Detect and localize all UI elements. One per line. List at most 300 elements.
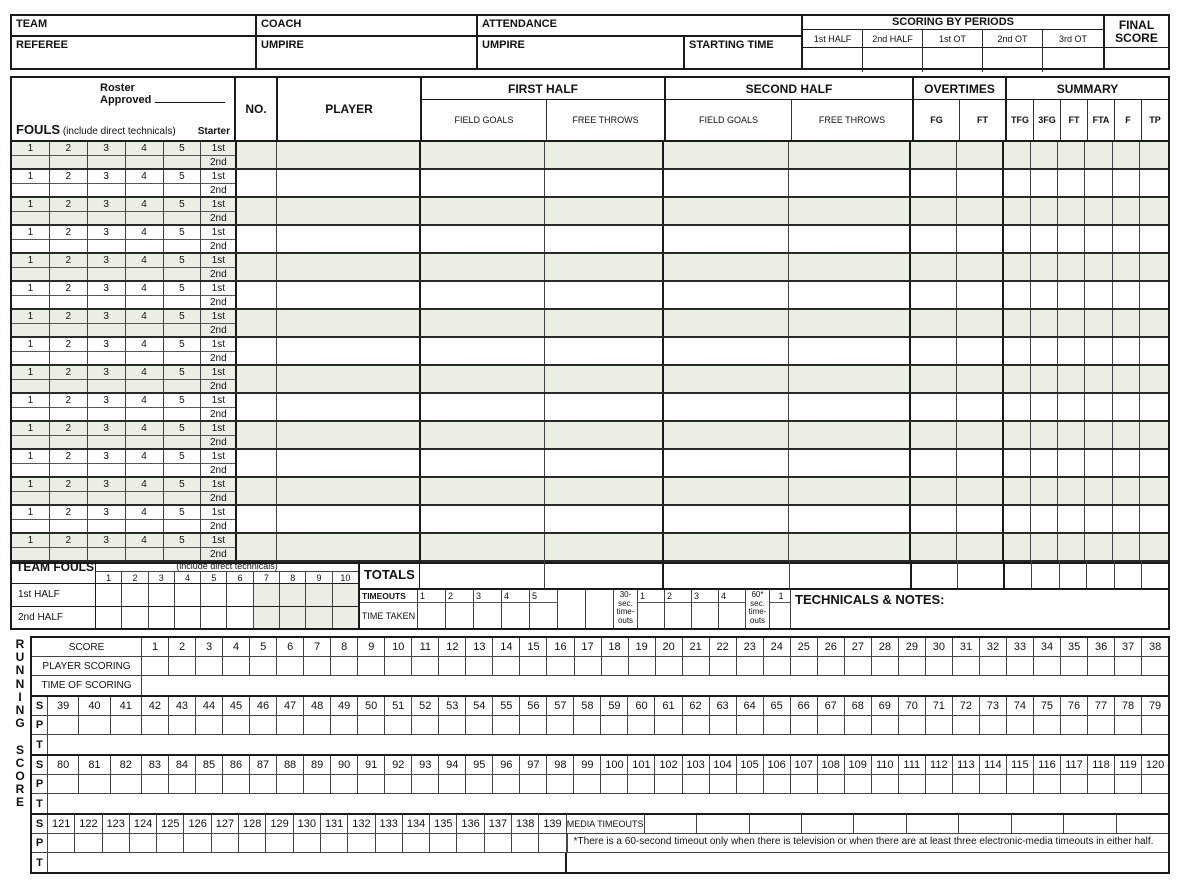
stat-cell[interactable]	[1031, 366, 1059, 392]
stat-cell[interactable]	[789, 534, 911, 560]
player-number-cell[interactable]	[237, 366, 277, 392]
foul-cell-bottom[interactable]	[126, 548, 163, 560]
foul-number[interactable]: 5	[164, 422, 201, 436]
player-scoring-cell[interactable]	[385, 657, 412, 675]
player-scoring-cell[interactable]	[710, 657, 737, 675]
stat-cell[interactable]	[664, 282, 790, 308]
player-scoring-cell[interactable]	[1115, 716, 1142, 734]
player-scoring-cell[interactable]	[818, 657, 845, 675]
player-scoring-cell[interactable]	[130, 834, 157, 852]
foul-cell-bottom[interactable]	[126, 156, 163, 168]
player-scoring-cell[interactable]	[1034, 775, 1061, 793]
stat-cell[interactable]	[421, 338, 546, 364]
foul-cell-bottom[interactable]	[126, 436, 163, 448]
player-name-cell[interactable]	[277, 254, 421, 280]
starter-1st[interactable]: 1st	[201, 478, 235, 492]
stat-cell[interactable]	[1058, 282, 1085, 308]
stat-cell[interactable]	[957, 478, 1004, 504]
totals-cell[interactable]	[1060, 560, 1087, 588]
team-foul-cell[interactable]	[254, 607, 280, 629]
player-scoring-cell[interactable]	[737, 657, 764, 675]
foul-number[interactable]: 5	[164, 534, 201, 548]
foul-cell-bottom[interactable]	[12, 436, 49, 448]
stat-cell[interactable]	[1140, 142, 1168, 168]
player-scoring-cell[interactable]	[250, 716, 277, 734]
foul-number[interactable]: 4	[126, 478, 163, 492]
team-foul-cell[interactable]	[122, 607, 148, 629]
foul-number[interactable]: 4	[126, 534, 163, 548]
player-scoring-cell[interactable]	[953, 716, 980, 734]
player-scoring-cell[interactable]	[628, 775, 655, 793]
stat-cell[interactable]	[1031, 506, 1059, 532]
stat-cell[interactable]	[1004, 338, 1031, 364]
stat-cell[interactable]	[911, 534, 957, 560]
foul-number[interactable]: 3	[88, 534, 125, 548]
player-scoring-cell[interactable]	[1088, 716, 1115, 734]
player-name-cell[interactable]	[277, 226, 421, 252]
foul-cell-bottom[interactable]	[164, 436, 201, 448]
starter-1st[interactable]: 1st	[201, 198, 235, 212]
starter-2nd[interactable]: 2nd	[209, 184, 227, 196]
timeout-60-cell[interactable]	[665, 603, 691, 628]
stat-cell[interactable]	[911, 506, 957, 532]
player-scoring-cell[interactable]	[1007, 716, 1034, 734]
stat-cell[interactable]	[1085, 338, 1113, 364]
player-scoring-cell[interactable]	[321, 834, 348, 852]
media-timeout-cell[interactable]	[697, 815, 749, 833]
stat-cell[interactable]	[1004, 226, 1031, 252]
player-scoring-cell[interactable]	[656, 657, 683, 675]
player-number-cell[interactable]	[237, 534, 277, 560]
team-foul-cell[interactable]	[96, 607, 122, 629]
foul-cell-bottom[interactable]	[50, 464, 87, 476]
stat-cell[interactable]	[1113, 310, 1140, 336]
starter-1st[interactable]: 1st	[201, 170, 235, 184]
period-score-cell[interactable]	[863, 48, 923, 72]
foul-number[interactable]: 2	[50, 534, 87, 548]
stat-cell[interactable]	[1140, 450, 1168, 476]
team-foul-cell[interactable]	[96, 584, 122, 606]
team-foul-cell[interactable]	[227, 584, 253, 606]
team-foul-cell[interactable]	[175, 607, 201, 629]
player-scoring-cell[interactable]	[250, 775, 277, 793]
stat-cell[interactable]	[664, 450, 790, 476]
stat-cell[interactable]	[1085, 534, 1113, 560]
player-scoring-cell[interactable]	[412, 775, 439, 793]
stat-cell[interactable]	[1004, 254, 1031, 280]
stat-cell[interactable]	[421, 170, 546, 196]
foul-number[interactable]: 2	[50, 394, 87, 408]
foul-number[interactable]: 1	[12, 254, 49, 268]
stat-cell[interactable]	[1140, 226, 1168, 252]
stat-cell[interactable]	[1004, 478, 1031, 504]
foul-cell-bottom[interactable]	[50, 212, 87, 224]
stat-cell[interactable]	[911, 254, 957, 280]
media-timeout-cell[interactable]	[854, 815, 906, 833]
stat-cell[interactable]	[1004, 422, 1031, 448]
player-scoring-cell[interactable]	[376, 834, 403, 852]
foul-number[interactable]: 3	[88, 338, 125, 352]
player-scoring-cell[interactable]	[196, 775, 223, 793]
stat-cell[interactable]	[1004, 366, 1031, 392]
team-foul-cell[interactable]	[175, 584, 201, 606]
foul-number[interactable]: 1	[12, 310, 49, 324]
stat-cell[interactable]	[957, 142, 1004, 168]
stat-cell[interactable]	[545, 534, 664, 560]
starter-1st[interactable]: 1st	[201, 394, 235, 408]
foul-cell-bottom[interactable]	[50, 240, 87, 252]
totals-cell[interactable]	[1032, 560, 1060, 588]
stat-cell[interactable]	[957, 366, 1004, 392]
foul-cell-bottom[interactable]	[12, 352, 49, 364]
stat-cell[interactable]	[1004, 450, 1031, 476]
stat-cell[interactable]	[664, 478, 790, 504]
foul-number[interactable]: 3	[88, 142, 125, 156]
player-scoring-cell[interactable]	[926, 657, 953, 675]
foul-cell-bottom[interactable]	[12, 380, 49, 392]
foul-cell-bottom[interactable]	[164, 520, 201, 532]
player-scoring-cell[interactable]	[48, 834, 75, 852]
foul-cell-bottom[interactable]	[88, 324, 125, 336]
stat-cell[interactable]	[1058, 254, 1085, 280]
foul-number[interactable]: 4	[126, 338, 163, 352]
stat-cell[interactable]	[911, 366, 957, 392]
foul-cell-bottom[interactable]	[50, 352, 87, 364]
timeout-60-cell[interactable]	[692, 603, 718, 628]
stat-cell[interactable]	[1058, 506, 1085, 532]
player-scoring-cell[interactable]	[512, 834, 539, 852]
stat-cell[interactable]	[1113, 506, 1140, 532]
stat-cell[interactable]	[664, 254, 790, 280]
foul-cell-bottom[interactable]	[164, 380, 201, 392]
player-scoring-cell[interactable]	[439, 657, 466, 675]
stat-cell[interactable]	[789, 226, 911, 252]
foul-number[interactable]: 2	[50, 450, 87, 464]
stat-cell[interactable]	[421, 254, 546, 280]
stat-cell[interactable]	[1058, 534, 1085, 560]
totals-cell[interactable]	[1087, 560, 1115, 588]
stat-cell[interactable]	[545, 450, 664, 476]
player-number-cell[interactable]	[237, 310, 277, 336]
foul-cell-bottom[interactable]	[126, 380, 163, 392]
player-scoring-cell[interactable]	[485, 834, 512, 852]
stat-cell[interactable]	[957, 282, 1004, 308]
player-name-cell[interactable]	[277, 478, 421, 504]
stat-cell[interactable]	[664, 338, 790, 364]
stat-cell[interactable]	[911, 142, 957, 168]
stat-cell[interactable]	[1004, 282, 1031, 308]
foul-cell-bottom[interactable]	[164, 464, 201, 476]
timeout-cell[interactable]	[446, 603, 473, 628]
stat-cell[interactable]	[1031, 226, 1059, 252]
period-score-cell[interactable]	[983, 48, 1043, 72]
stat-cell[interactable]	[1140, 338, 1168, 364]
player-number-cell[interactable]	[237, 142, 277, 168]
foul-cell-bottom[interactable]	[88, 548, 125, 560]
player-name-cell[interactable]	[277, 310, 421, 336]
stat-cell[interactable]	[1113, 478, 1140, 504]
stat-cell[interactable]	[789, 366, 911, 392]
totals-cell[interactable]	[912, 560, 958, 588]
player-scoring-cell[interactable]	[764, 775, 791, 793]
foul-cell-bottom[interactable]	[50, 296, 87, 308]
starter-1st[interactable]: 1st	[201, 534, 235, 548]
stat-cell[interactable]	[1058, 142, 1085, 168]
time-of-scoring-cell[interactable]	[48, 735, 1168, 754]
stat-cell[interactable]	[664, 310, 790, 336]
foul-number[interactable]: 2	[50, 506, 87, 520]
stat-cell[interactable]	[1004, 198, 1031, 224]
stat-cell[interactable]	[1113, 338, 1140, 364]
player-scoring-cell[interactable]	[48, 775, 79, 793]
player-name-cell[interactable]	[277, 198, 421, 224]
stat-cell[interactable]	[1058, 422, 1085, 448]
stat-cell[interactable]	[1058, 450, 1085, 476]
foul-cell-bottom[interactable]	[12, 212, 49, 224]
stat-cell[interactable]	[911, 450, 957, 476]
foul-number[interactable]: 5	[164, 198, 201, 212]
stat-cell[interactable]	[1031, 310, 1059, 336]
media-timeout-cell[interactable]	[1012, 815, 1064, 833]
stat-cell[interactable]	[421, 198, 546, 224]
player-scoring-cell[interactable]	[412, 716, 439, 734]
foul-cell-bottom[interactable]	[88, 296, 125, 308]
stat-cell[interactable]	[664, 170, 790, 196]
foul-cell-bottom[interactable]	[164, 240, 201, 252]
stat-cell[interactable]	[421, 142, 546, 168]
player-scoring-cell[interactable]	[277, 716, 304, 734]
foul-cell-bottom[interactable]	[50, 184, 87, 196]
player-scoring-cell[interactable]	[574, 775, 601, 793]
player-number-cell[interactable]	[237, 394, 277, 420]
player-scoring-cell[interactable]	[539, 834, 566, 852]
stat-cell[interactable]	[789, 170, 911, 196]
player-scoring-cell[interactable]	[710, 775, 737, 793]
stat-cell[interactable]	[1004, 310, 1031, 336]
stat-cell[interactable]	[1085, 170, 1113, 196]
foul-cell-bottom[interactable]	[164, 156, 201, 168]
player-number-cell[interactable]	[237, 338, 277, 364]
foul-number[interactable]: 3	[88, 506, 125, 520]
stat-cell[interactable]	[545, 142, 664, 168]
player-scoring-cell[interactable]	[520, 775, 547, 793]
foul-cell-bottom[interactable]	[12, 296, 49, 308]
stat-cell[interactable]	[1085, 226, 1113, 252]
stat-cell[interactable]	[1113, 366, 1140, 392]
player-name-cell[interactable]	[277, 282, 421, 308]
foul-cell-bottom[interactable]	[164, 352, 201, 364]
player-scoring-cell[interactable]	[1034, 657, 1061, 675]
stat-cell[interactable]	[911, 170, 957, 196]
player-scoring-cell[interactable]	[601, 775, 628, 793]
foul-number[interactable]: 4	[126, 366, 163, 380]
stat-cell[interactable]	[1140, 478, 1168, 504]
player-scoring-cell[interactable]	[403, 834, 430, 852]
player-name-cell[interactable]	[277, 506, 421, 532]
player-scoring-cell[interactable]	[628, 716, 655, 734]
player-scoring-cell[interactable]	[250, 657, 277, 675]
stat-cell[interactable]	[1113, 450, 1140, 476]
player-scoring-cell[interactable]	[358, 775, 385, 793]
team-foul-cell[interactable]	[201, 584, 227, 606]
player-scoring-cell[interactable]	[655, 716, 682, 734]
starter-2nd[interactable]: 2nd	[209, 492, 227, 504]
foul-cell-bottom[interactable]	[164, 268, 201, 280]
stat-cell[interactable]	[789, 338, 911, 364]
stat-cell[interactable]	[1031, 254, 1059, 280]
player-scoring-cell[interactable]	[520, 716, 547, 734]
foul-cell-bottom[interactable]	[126, 324, 163, 336]
player-scoring-cell[interactable]	[412, 657, 439, 675]
timeout-cell[interactable]	[586, 590, 613, 628]
player-scoring-cell[interactable]	[142, 657, 169, 675]
foul-cell-bottom[interactable]	[164, 324, 201, 336]
foul-number[interactable]: 2	[50, 282, 87, 296]
roster-approved-blank[interactable]	[155, 102, 225, 103]
foul-number[interactable]: 1	[12, 366, 49, 380]
starter-1st[interactable]: 1st	[201, 226, 235, 240]
stat-cell[interactable]	[957, 198, 1004, 224]
foul-number[interactable]: 5	[164, 170, 201, 184]
media-timeout-cell[interactable]	[1117, 815, 1168, 833]
foul-cell-bottom[interactable]	[50, 268, 87, 280]
stat-cell[interactable]	[421, 450, 546, 476]
starter-2nd[interactable]: 2nd	[209, 324, 227, 336]
player-scoring-cell[interactable]	[196, 716, 223, 734]
player-number-cell[interactable]	[237, 198, 277, 224]
period-score-cell[interactable]	[1043, 48, 1103, 72]
totals-cell[interactable]	[1115, 560, 1142, 588]
totals-cell[interactable]	[545, 560, 664, 588]
foul-cell-bottom[interactable]	[12, 156, 49, 168]
starter-2nd[interactable]: 2nd	[209, 212, 227, 224]
player-name-cell[interactable]	[277, 394, 421, 420]
foul-cell-bottom[interactable]	[12, 240, 49, 252]
player-name-cell[interactable]	[277, 170, 421, 196]
player-scoring-cell[interactable]	[1142, 657, 1168, 675]
player-scoring-cell[interactable]	[980, 657, 1007, 675]
player-scoring-cell[interactable]	[575, 657, 602, 675]
foul-cell-bottom[interactable]	[88, 380, 125, 392]
foul-cell-bottom[interactable]	[164, 296, 201, 308]
foul-cell-bottom[interactable]	[88, 520, 125, 532]
stat-cell[interactable]	[1031, 422, 1059, 448]
foul-number[interactable]: 4	[126, 450, 163, 464]
player-scoring-cell[interactable]	[358, 657, 385, 675]
stat-cell[interactable]	[957, 534, 1004, 560]
player-scoring-cell[interactable]	[1034, 716, 1061, 734]
stat-cell[interactable]	[957, 394, 1004, 420]
starter-2nd[interactable]: 2nd	[209, 352, 227, 364]
player-number-cell[interactable]	[237, 506, 277, 532]
stat-cell[interactable]	[789, 450, 911, 476]
player-scoring-cell[interactable]	[223, 775, 250, 793]
team-foul-cell[interactable]	[280, 584, 306, 606]
stat-cell[interactable]	[421, 394, 546, 420]
stat-cell[interactable]	[1085, 478, 1113, 504]
stat-cell[interactable]	[1085, 366, 1113, 392]
stat-cell[interactable]	[1031, 534, 1059, 560]
player-scoring-cell[interactable]	[1115, 657, 1142, 675]
foul-cell-bottom[interactable]	[126, 296, 163, 308]
player-scoring-cell[interactable]	[111, 716, 142, 734]
foul-number[interactable]: 3	[88, 170, 125, 184]
stat-cell[interactable]	[545, 394, 664, 420]
foul-cell-bottom[interactable]	[126, 492, 163, 504]
stat-cell[interactable]	[1140, 506, 1168, 532]
player-scoring-cell[interactable]	[926, 716, 953, 734]
starter-2nd[interactable]: 2nd	[209, 380, 227, 392]
player-scoring-cell[interactable]	[111, 775, 142, 793]
starter-1st[interactable]: 1st	[201, 338, 235, 352]
stat-cell[interactable]	[1113, 170, 1140, 196]
stat-cell[interactable]	[1085, 282, 1113, 308]
foul-number[interactable]: 4	[126, 422, 163, 436]
team-foul-cell[interactable]	[201, 607, 227, 629]
stat-cell[interactable]	[1004, 170, 1031, 196]
totals-cell[interactable]	[1005, 560, 1032, 588]
foul-number[interactable]: 3	[88, 394, 125, 408]
foul-number[interactable]: 4	[126, 254, 163, 268]
media-timeout-cell[interactable]	[907, 815, 959, 833]
player-scoring-cell[interactable]	[157, 834, 184, 852]
stat-cell[interactable]	[789, 254, 911, 280]
player-scoring-cell[interactable]	[223, 657, 250, 675]
stat-cell[interactable]	[1058, 226, 1085, 252]
player-scoring-cell[interactable]	[294, 834, 321, 852]
stat-cell[interactable]	[911, 478, 957, 504]
stat-cell[interactable]	[789, 478, 911, 504]
team-foul-cell[interactable]	[254, 584, 280, 606]
player-scoring-cell[interactable]	[520, 657, 547, 675]
stat-cell[interactable]	[1113, 394, 1140, 420]
player-scoring-cell[interactable]	[493, 657, 520, 675]
team-foul-cell[interactable]	[306, 607, 332, 629]
player-scoring-cell[interactable]	[223, 716, 250, 734]
foul-number[interactable]: 2	[50, 254, 87, 268]
starter-2nd[interactable]: 2nd	[209, 436, 227, 448]
team-foul-cell[interactable]	[306, 584, 332, 606]
foul-cell-bottom[interactable]	[126, 268, 163, 280]
foul-cell-bottom[interactable]	[126, 464, 163, 476]
player-scoring-cell[interactable]	[1142, 716, 1168, 734]
stat-cell[interactable]	[789, 142, 911, 168]
stat-cell[interactable]	[545, 170, 664, 196]
stat-cell[interactable]	[911, 338, 957, 364]
team-foul-cell[interactable]	[333, 584, 358, 606]
stat-cell[interactable]	[1140, 366, 1168, 392]
foul-cell-bottom[interactable]	[88, 408, 125, 420]
timeout-cell[interactable]	[418, 603, 445, 628]
foul-number[interactable]: 2	[50, 338, 87, 352]
foul-cell-bottom[interactable]	[12, 408, 49, 420]
foul-number[interactable]: 4	[126, 142, 163, 156]
media-timeout-cell[interactable]	[959, 815, 1011, 833]
foul-number[interactable]: 2	[50, 422, 87, 436]
foul-number[interactable]: 1	[12, 142, 49, 156]
team-foul-cell[interactable]	[149, 607, 175, 629]
player-scoring-cell[interactable]	[547, 657, 574, 675]
foul-cell-bottom[interactable]	[126, 212, 163, 224]
stat-cell[interactable]	[1140, 282, 1168, 308]
stat-cell[interactable]	[1113, 534, 1140, 560]
player-scoring-cell[interactable]	[169, 775, 196, 793]
foul-cell-bottom[interactable]	[88, 184, 125, 196]
stat-cell[interactable]	[911, 422, 957, 448]
stat-cell[interactable]	[957, 422, 1004, 448]
player-scoring-cell[interactable]	[466, 657, 493, 675]
player-scoring-cell[interactable]	[348, 834, 375, 852]
